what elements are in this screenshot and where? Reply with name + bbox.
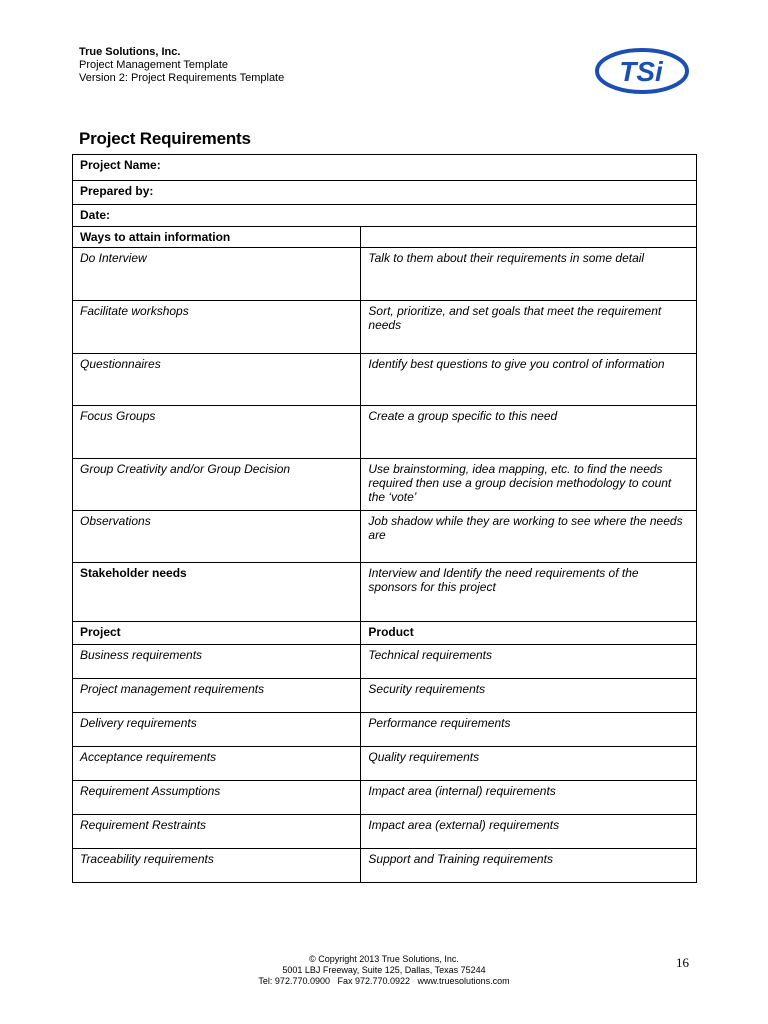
date-label: Date: — [73, 205, 697, 227]
table-row — [73, 511, 697, 563]
table-row — [73, 815, 697, 849]
page-title: Project Requirements — [79, 129, 251, 148]
project-requirement: Requirement Assumptions — [73, 781, 361, 815]
column-headers-row — [73, 622, 697, 645]
product-requirement: Support and Training requirements — [361, 849, 697, 883]
method-description: Identify best questions to give you control of information — [361, 354, 697, 406]
method-description: Create a group specific to this need — [361, 406, 697, 459]
table-row — [73, 679, 697, 713]
requirements-table — [72, 154, 697, 883]
project-name-label: Project Name: — [73, 155, 697, 181]
project-name-row — [73, 155, 697, 181]
project-requirement: Requirement Restraints — [73, 815, 361, 849]
template-version: Version 2: Project Requirements Template — [79, 72, 285, 84]
company-name: True Solutions, Inc. — [79, 46, 181, 58]
method-description: Talk to them about their requirements in some detail — [361, 248, 697, 301]
method-name: Questionnaires — [73, 354, 361, 406]
project-column-header: Project — [73, 622, 361, 645]
product-column-header: Product — [361, 622, 697, 645]
ways-header-empty — [361, 227, 697, 248]
project-requirement: Acceptance requirements — [73, 747, 361, 781]
template-name: Project Management Template — [79, 59, 228, 71]
method-description: Job shadow while they are working to see where the needs are — [361, 511, 697, 563]
method-name: Group Creativity and/or Group Decision — [73, 459, 361, 511]
method-name: Observations — [73, 511, 361, 563]
table-row — [73, 459, 697, 511]
product-requirement: Security requirements — [361, 679, 697, 713]
project-requirement: Traceability requirements — [73, 849, 361, 883]
ways-header: Ways to attain information — [73, 227, 361, 248]
date-row — [73, 205, 697, 227]
method-name: Focus Groups — [73, 406, 361, 459]
product-requirement: Quality requirements — [361, 747, 697, 781]
product-requirement: Impact area (internal) requirements — [361, 781, 697, 815]
stakeholder-description: Interview and Identify the need requirements of the sponsors for this project — [361, 563, 697, 622]
table-row — [73, 301, 697, 354]
method-name: Facilitate workshops — [73, 301, 361, 354]
table-row — [73, 713, 697, 747]
document-header — [79, 46, 284, 85]
stakeholder-row — [73, 563, 697, 622]
method-name: Do Interview — [73, 248, 361, 301]
prepared-by-row — [73, 181, 697, 205]
method-description: Use brainstorming, idea mapping, etc. to find the needs required then use a group decision methodology to count the ‘vote’ — [361, 459, 697, 511]
svg-text:TSi: TSi — [619, 56, 663, 87]
copyright-text: © Copyright 2013 True Solutions, Inc. — [309, 954, 459, 964]
table-row — [73, 645, 697, 679]
product-requirement: Impact area (external) requirements — [361, 815, 697, 849]
product-requirement: Technical requirements — [361, 645, 697, 679]
product-requirement: Performance requirements — [361, 713, 697, 747]
page-footer — [0, 954, 768, 987]
table-row — [73, 406, 697, 459]
project-requirement: Project management requirements — [73, 679, 361, 713]
table-row — [73, 354, 697, 406]
company-address: 5001 LBJ Freeway, Suite 125, Dallas, Texas 75244 — [282, 965, 486, 975]
table-row — [73, 248, 697, 301]
table-row — [73, 747, 697, 781]
stakeholder-label: Stakeholder needs — [73, 563, 361, 622]
method-description: Sort, prioritize, and set goals that meet the requirement needs — [361, 301, 697, 354]
contact-info: Tel: 972.770.0900 Fax 972.770.0922 www.truesolutions.com — [258, 976, 510, 986]
table-row — [73, 849, 697, 883]
project-requirement: Delivery requirements — [73, 713, 361, 747]
tsi-logo — [594, 46, 690, 96]
ways-header-row — [73, 227, 697, 248]
project-requirement: Business requirements — [73, 645, 361, 679]
table-row — [73, 781, 697, 815]
page-number: 16 — [676, 955, 689, 970]
prepared-by-label: Prepared by: — [73, 181, 697, 205]
